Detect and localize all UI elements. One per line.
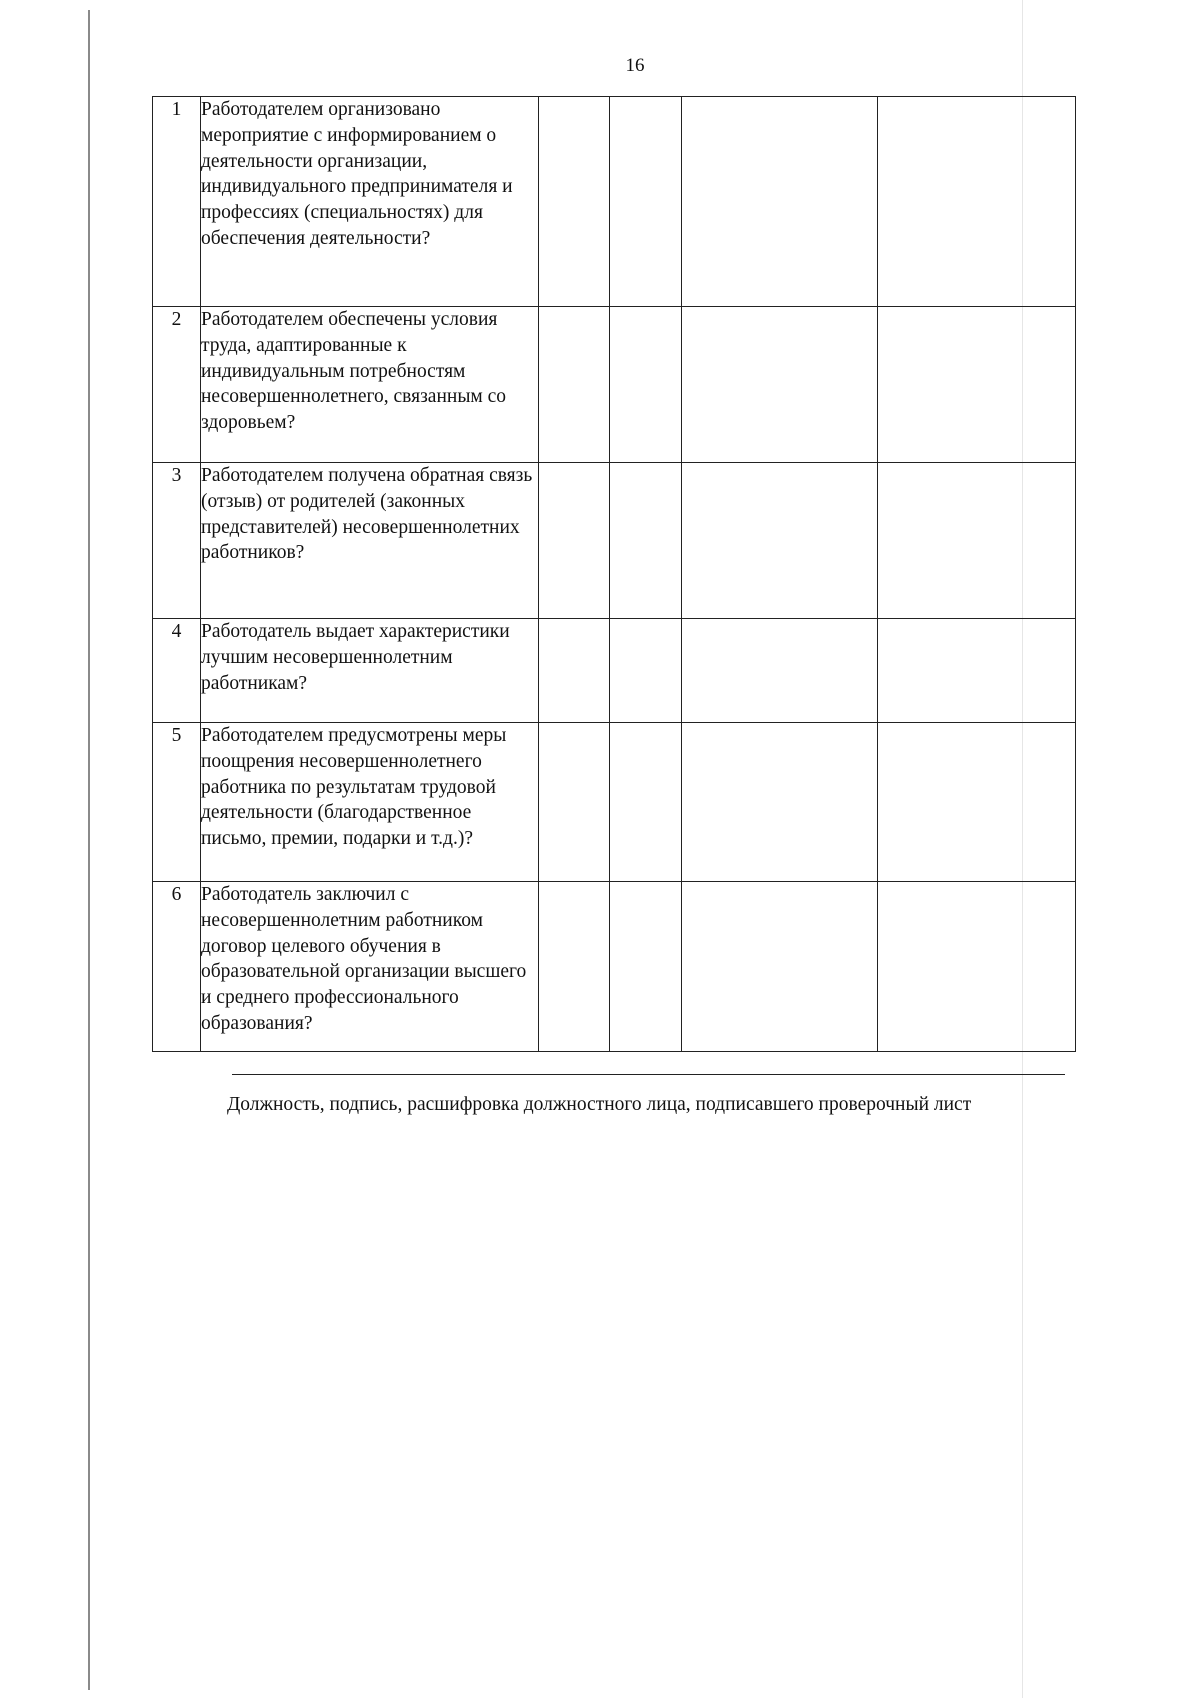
row-question: Работодателем обеспечены условия труда, адаптированные к индивидуальным потребностям несовершеннолетнего, связанным со здоровьем? [201, 307, 539, 463]
answer-na-cell [682, 882, 878, 1052]
row-number: 3 [153, 463, 201, 619]
answer-no-cell [610, 463, 682, 619]
answer-no-cell [610, 882, 682, 1052]
note-cell [878, 723, 1076, 882]
table-row [153, 723, 1076, 882]
row-question: Работодателем предусмотрены меры поощрения несовершеннолетнего работника по результатам трудовой деятельности (благодарственное письмо, премии, подарки и т.д.)? [201, 723, 539, 882]
note-cell [878, 307, 1076, 463]
answer-na-cell [682, 463, 878, 619]
scan-edge [88, 10, 90, 1690]
row-number: 2 [153, 307, 201, 463]
answer-na-cell [682, 97, 878, 307]
answer-yes-cell [539, 463, 610, 619]
answer-yes-cell [539, 723, 610, 882]
answer-na-cell [682, 723, 878, 882]
answer-yes-cell [539, 307, 610, 463]
answer-no-cell [610, 723, 682, 882]
row-number: 4 [153, 619, 201, 723]
answer-yes-cell [539, 882, 610, 1052]
row-number: 1 [153, 97, 201, 307]
row-number: 6 [153, 882, 201, 1052]
row-question: Работодателем организовано мероприятие с информированием о деятельности организации, индивидуального предпринимателя и профессиях (специальностях) для обеспечения деятельности? [201, 97, 539, 307]
signature-line [232, 1074, 1065, 1075]
answer-no-cell [610, 619, 682, 723]
answer-na-cell [682, 307, 878, 463]
answer-na-cell [682, 619, 878, 723]
row-question: Работодатель заключил с несовершеннолетним работником договор целевого обучения в образовательной организации высшего и среднего профессионального образования? [201, 882, 539, 1052]
row-number: 5 [153, 723, 201, 882]
checklist-table [152, 96, 1076, 1052]
answer-no-cell [610, 97, 682, 307]
table-row [153, 307, 1076, 463]
table-row [153, 463, 1076, 619]
answer-yes-cell [539, 619, 610, 723]
signature-caption: Должность, подпись, расшифровка должностного лица, подписавшего проверочный лист [227, 1094, 972, 1115]
table-row [153, 97, 1076, 307]
answer-no-cell [610, 307, 682, 463]
answer-yes-cell [539, 97, 610, 307]
row-question: Работодатель выдает характеристики лучшим несовершеннолетним работникам? [201, 619, 539, 723]
row-question: Работодателем получена обратная связь (отзыв) от родителей (законных представителей) несовершеннолетних работников? [201, 463, 539, 619]
table-row [153, 619, 1076, 723]
table-row [153, 882, 1076, 1052]
page-number: 16 [625, 55, 645, 76]
note-cell [878, 97, 1076, 307]
note-cell [878, 882, 1076, 1052]
note-cell [878, 619, 1076, 723]
note-cell [878, 463, 1076, 619]
